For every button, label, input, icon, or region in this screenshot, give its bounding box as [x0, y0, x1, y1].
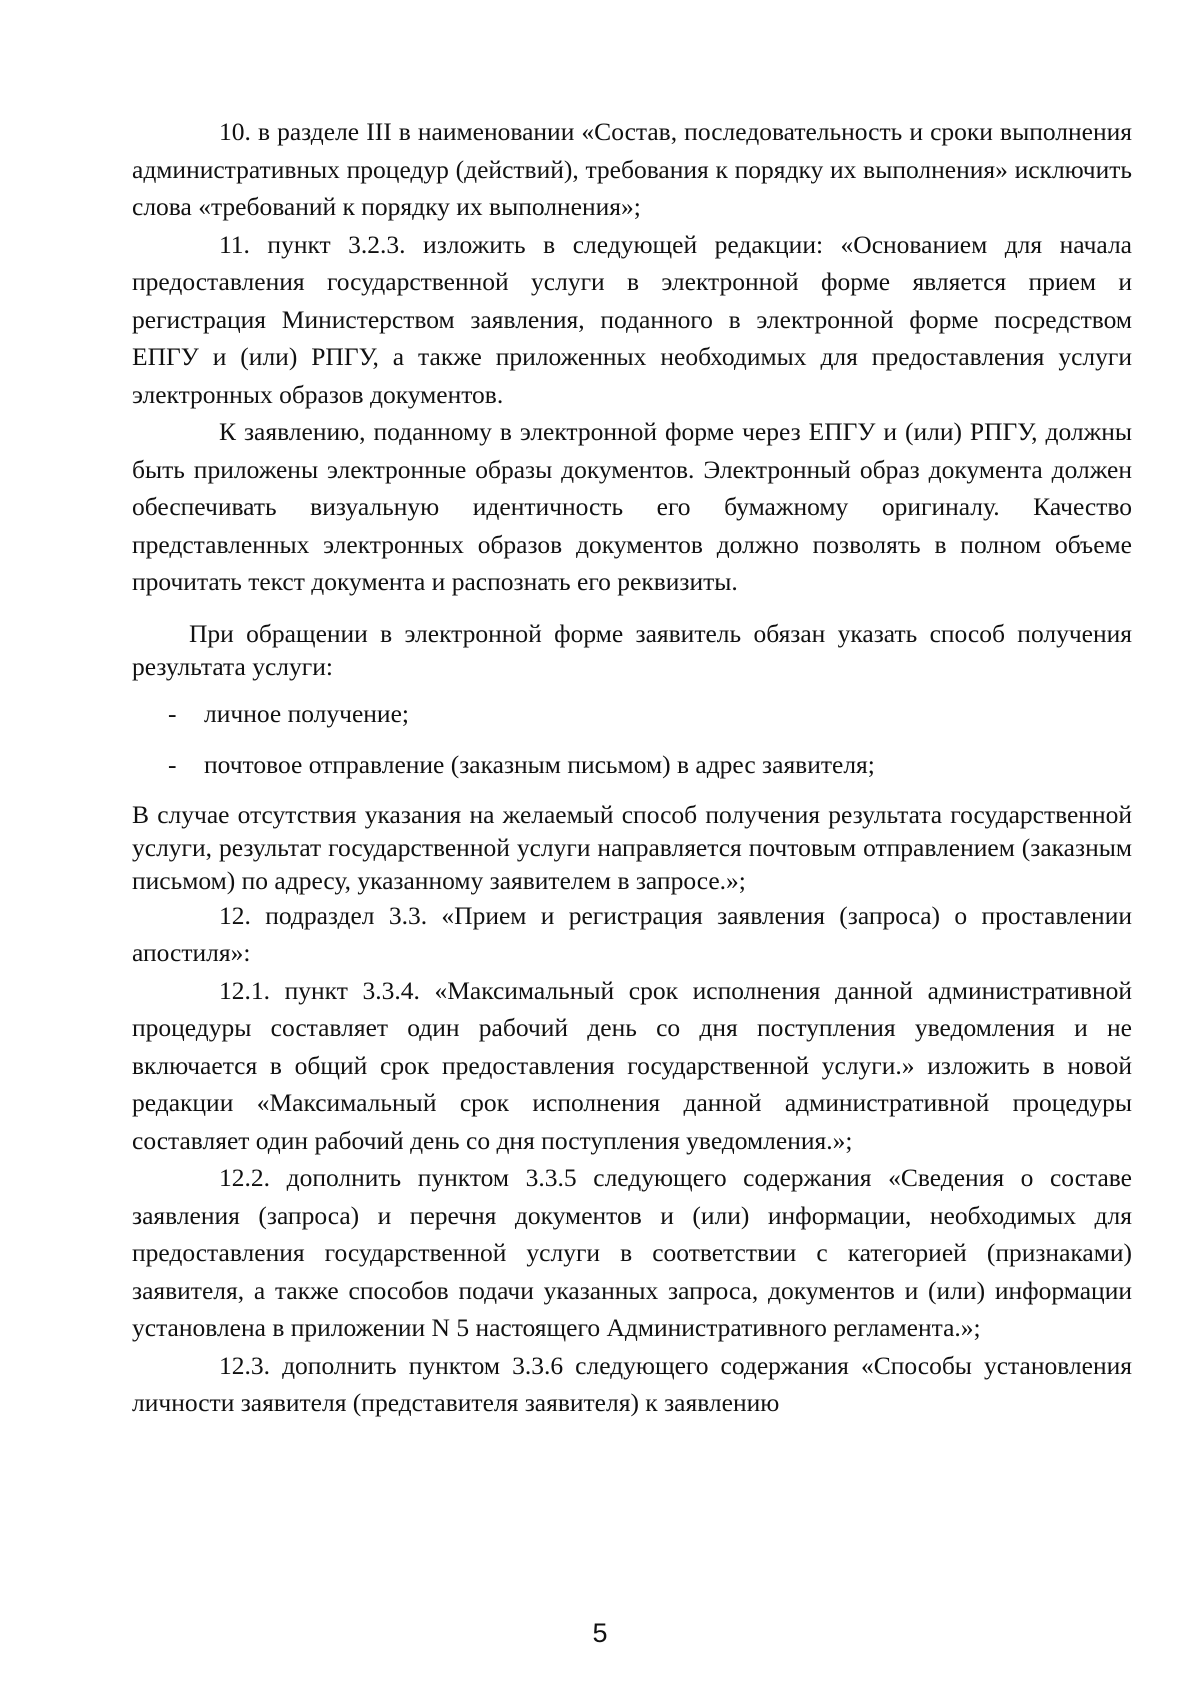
delivery-method-list — [132, 695, 1132, 784]
list-item-text: почтовое отправление (заказным письмом) в адрес заявителя; — [204, 750, 875, 779]
paragraph-11-default-delivery: В случае отсутствия указания на желаемый способ получения результата государственной услуги, результат государственной услуги направляется почтовым отправлением (заказным письмом) по адресу, указанному заявителем в запросе.»; — [132, 799, 1132, 895]
paragraph-12-3: 12.3. дополнить пунктом 3.3.6 следующего содержания «Способы установления личности заявителя (представителя заявителя) к заявлению — [132, 1350, 1132, 1417]
paragraph-11-attachments: К заявлению, поданному в электронной форме через ЕПГУ и (или) РПГУ, должны быть приложены электронные образы документов. Электронный образ документа должен обеспечивать визуальную идентичность его бумажному оригиналу. Качество представленных электронных образов документов должно позволять в полном объеме прочитать текст документа и распознать его реквизиты. — [132, 417, 1132, 596]
paragraph-11-delivery-method: При обращении в электронной форме заявитель обязан указать способ получения результата услуги: — [132, 618, 1132, 681]
paragraph-10: 10. в разделе III в наименовании «Состав, последовательность и сроки выполнения административных процедур (действий), требования к порядку их выполнения» исключить слова «требований к порядку их выполнения»; — [132, 117, 1132, 221]
paragraph-12: 12. подраздел 3.3. «Прием и регистрация заявления (запроса) о проставлении апостиля»: — [132, 900, 1132, 967]
document-body — [132, 113, 1132, 1422]
list-item — [132, 746, 1132, 784]
list-dash: - — [168, 750, 177, 779]
list-item — [132, 695, 1132, 733]
paragraph-12-1: 12.1. пункт 3.3.4. «Максимальный срок исполнения данной административной процедуры составляет один рабочий день со дня поступления уведомления и не включается в общий срок предоставления государственной услуги.» изложить в новой редакции «Максимальный срок исполнения данной административной процедуры составляет один рабочий день со дня поступления уведомления.»; — [132, 975, 1132, 1155]
page-number: 5 — [592, 1618, 608, 1648]
list-item-text: личное получение; — [204, 698, 409, 728]
paragraph-11: 11. пункт 3.2.3. изложить в следующей редакции: «Основанием для начала предоставления государственной услуги в электронной форме является прием и регистрация Министерством заявления, поданного в электронной форме посредством ЕПГУ и (или) РПГУ, а также приложенных необходимых для предоставления услуги электронных образов документов. — [132, 229, 1132, 409]
paragraph-12-2: 12.2. дополнить пунктом 3.3.5 следующего содержания «Сведения о составе заявления (запроса) и перечня документов и (или) информации, необходимых для предоставления государственной услуги в соответствии с категорией (признаками) заявителя, а также способов подачи указанных запроса, документов и (или) информации установлена в приложении N 5 настоящего Административного регламента.»; — [132, 1163, 1132, 1342]
list-dash: - — [168, 698, 177, 728]
